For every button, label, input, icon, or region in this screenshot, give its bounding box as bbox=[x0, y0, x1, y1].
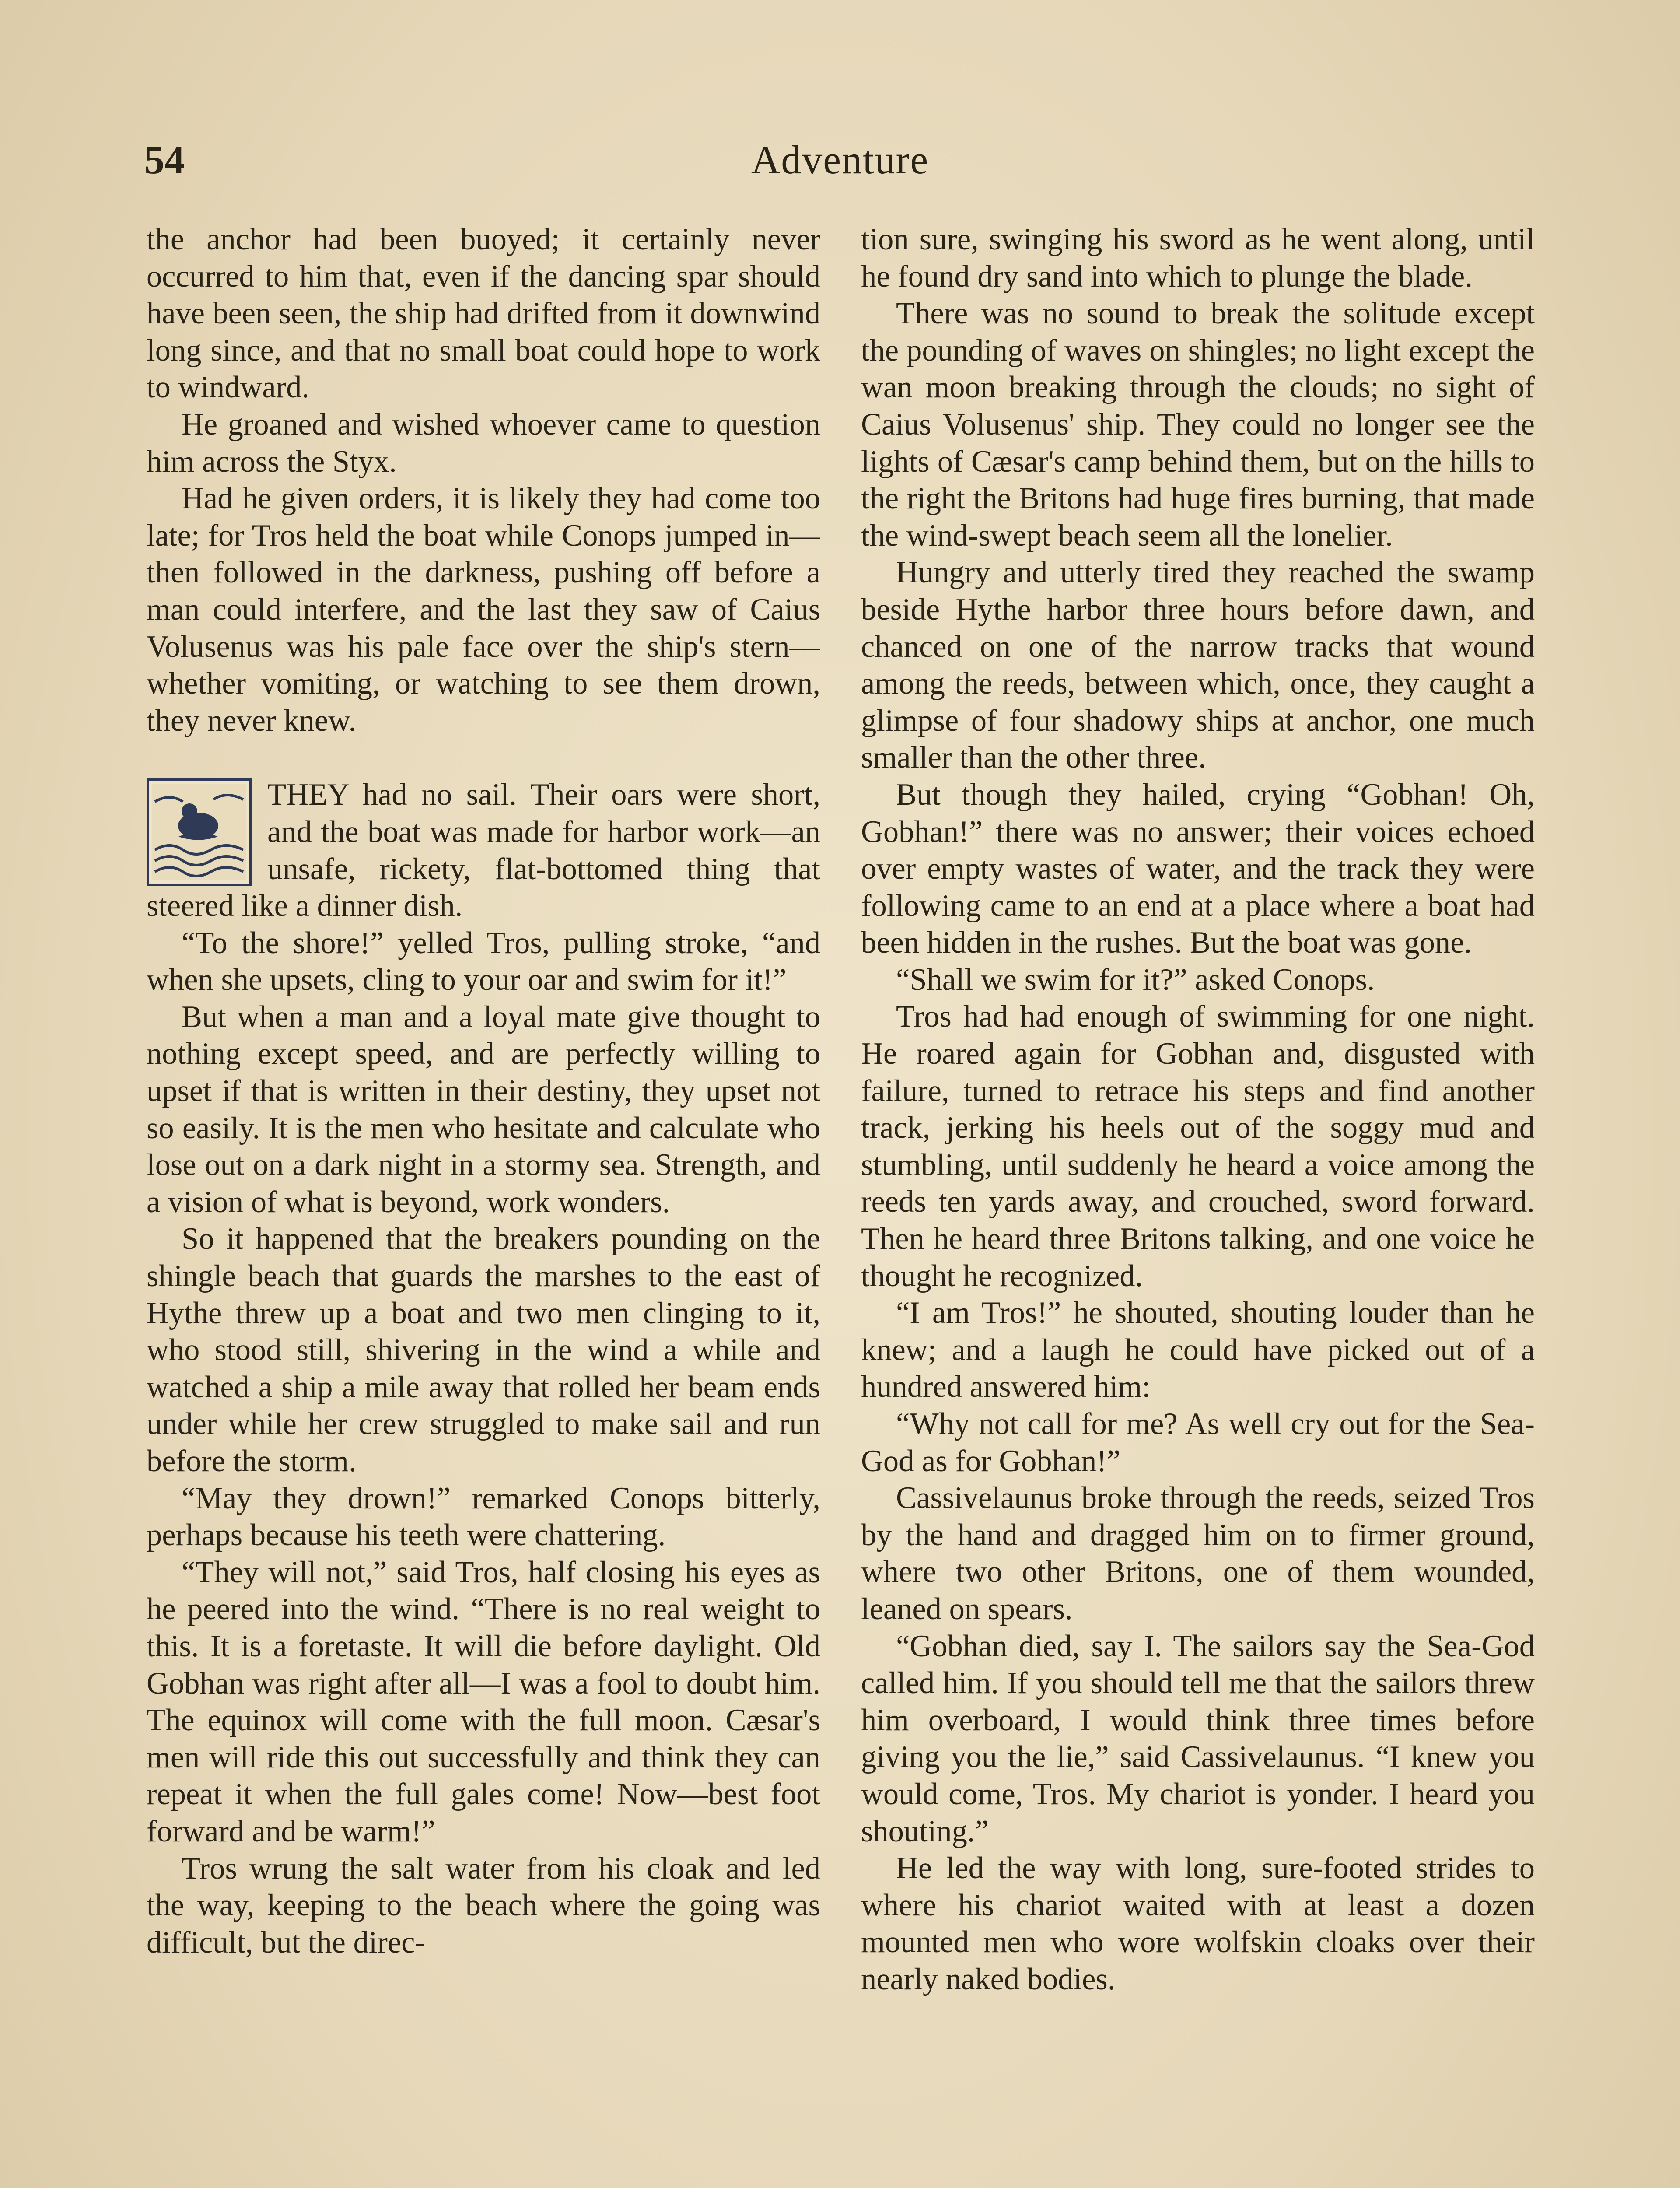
paragraph: “To the shore!” yelled Tros, pulling stroke, “and when she upsets, cling to your oar and swim for it!” bbox=[147, 926, 820, 997]
paragraph: “I am Tros!” he shouted, shouting louder than he knew; and a laugh he could have picked out of a hundred answered him: bbox=[861, 1296, 1535, 1404]
paragraph: “Gobhan died, say I. The sailors say the Sea-God called him. If you should tell me that the sailors threw him overboard, I would think three times before giving you the lie,” said Cassivelaunus. “I knew you would come, Tros. My chariot is yonder. I heard you shouting.” bbox=[861, 1629, 1535, 1848]
paragraph: Tros wrung the salt water from his cloak and led the way, keeping to the beach where the going was difficult, but the direc- bbox=[147, 1851, 820, 1960]
page-number: 54 bbox=[144, 137, 185, 182]
paragraph: THEY had no sail. Their oars were short, and the boat was made for harbor work—an unsafe, rickety, flat-bottomed thing that steered like a dinner dish. bbox=[147, 778, 820, 923]
paragraph: But though they hailed, crying “Gobhan! Oh, Gobhan!” there was no answer; their voices echoed over empty wastes of water, and the track they were following came to an end at a place where a boat had been hidden in the rushes. But the boat was gone. bbox=[861, 777, 1535, 960]
paragraph: tion sure, swinging his sword as he went along, until he found dry sand into which to plunge the blade. bbox=[861, 222, 1535, 294]
paragraph: So it happened that the breakers pounding on the shingle beach that guards the marshes to the east of Hythe threw up a boat and two men clinging to it, who stood still, shivering in the wind a while and watched a ship a mile away that rolled her beam ends under while her crew struggled to make sail and run before the storm. bbox=[147, 1222, 820, 1478]
section-ornament-icon bbox=[147, 778, 252, 886]
page-header bbox=[144, 131, 1536, 188]
paragraph: But when a man and a loyal mate give thought to nothing except speed, and are perfectly willing to upset if that is written in their destiny, they upset not so easily. It is the men who hesitate and calculate who lose out on a dark night in a stormy sea. Strength, and a vision of what is beyond, work wonders. bbox=[147, 999, 820, 1219]
paragraph: “May they drown!” remarked Conops bitterly, perhaps because his teeth were chattering. bbox=[147, 1481, 820, 1553]
paragraph: There was no sound to break the solitude except the pounding of waves on shingles; no light except the wan moon breaking through the clouds; no sight of Caius Volusenus' ship. They could no longer see the lights of Cæsar's camp behind them, but on the hills to the right the Britons had huge fires burning, that made the wind-swept beach seem all the lonelier. bbox=[861, 296, 1535, 553]
paragraph: “They will not,” said Tros, half closing his eyes as he peered into the wind. “There is no real weight to this. It is a foretaste. It will die before daylight. Old Gobhan was right after all—I was a fool to doubt him. The equinox will come with the full moon. Cæsar's men will ride this out successfully and think they can repeat it when the full gales come! Now—best foot forward and be warm!” bbox=[147, 1555, 820, 1848]
left-column bbox=[147, 221, 820, 2188]
paragraph: Hungry and utterly tired they reached the swamp beside Hythe harbor three hours before dawn, and chanced on one of the narrow tracks that wound among the reeds, between which, once, they caught a glimpse of four shadowy ships at anchor, one much smaller than the other three. bbox=[861, 555, 1535, 775]
paragraph: He groaned and wished whoever came to question him across the Styx. bbox=[147, 407, 820, 479]
paragraph: Tros had had enough of swimming for one night. He roared again for Gobhan and, disgusted with failure, turned to retrace his steps and find another track, jerking his heels out of the soggy mud and stumbling, until suddenly he heard a voice among the reeds ten yards away, and crouched, sword forward. Then he heard three Britons talking, and one voice he thought he recognized. bbox=[861, 999, 1535, 1293]
paragraph: the anchor had been buoyed; it certainly never occurred to him that, even if the dancing spar should have been seen, the ship had drifted from it downwind long since, and that no small boat could hope to work to windward. bbox=[147, 222, 820, 405]
paragraph: Had he given orders, it is likely they had come too late; for Tros held the boat while Conops jumped in—then followed in the darkness, pushing off before a man could interfere, and the last they saw of Caius Volusenus was his pale face over the ship's stern—whether vomiting, or watching to see them drown, they never knew. bbox=[147, 481, 820, 738]
paragraph: “Shall we swim for it?” asked Conops. bbox=[896, 962, 1375, 997]
right-column bbox=[861, 221, 1535, 2188]
paragraph: He led the way with long, sure-footed strides to where his chariot waited with at least a dozen mounted men who wore wolfskin cloaks over their nearly naked bodies. bbox=[861, 1851, 1535, 1996]
running-title: Adventure bbox=[751, 137, 929, 182]
paragraph: “Why not call for me? As well cry out for the Sea-God as for Gobhan!” bbox=[861, 1407, 1535, 1478]
paragraph: Cassivelaunus broke through the reeds, seized Tros by the hand and dragged him on to firmer ground, where two other Britons, one of them wounded, leaned on spears. bbox=[861, 1481, 1535, 1626]
